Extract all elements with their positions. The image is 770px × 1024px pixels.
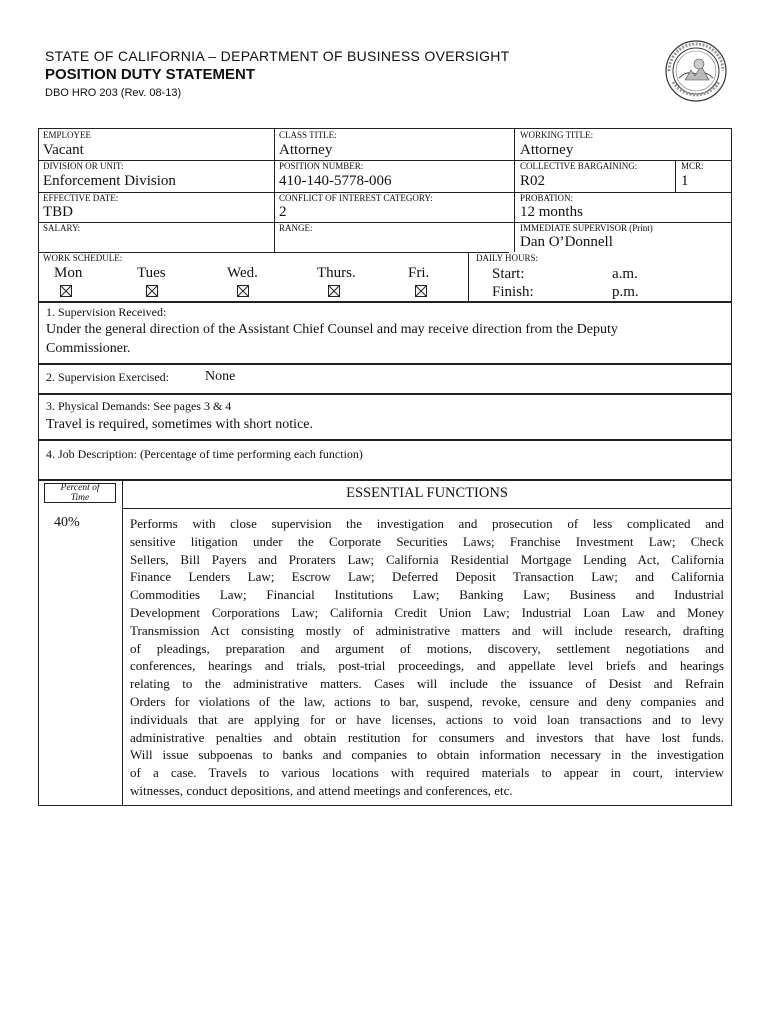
probation-value: 12 months (520, 204, 583, 220)
salary-label: SALARY: (43, 223, 81, 233)
conflict-label: CONFLICT OF INTEREST CATEGORY: (279, 193, 433, 203)
function-line: Finance Lenders Law; Escrow Law; Deferred Deposit Transaction Law; and California (130, 569, 724, 585)
function-line: Orders for violations of the law, actions to bar, suspend, revoke, censure and deny companies and (130, 693, 724, 709)
pm-label: p.m. (612, 284, 639, 300)
function-line: Will issue subpoenas to banks and companies to obtain information necessary in the investigation (130, 747, 724, 763)
percent-header-line-1: Percent of (60, 483, 100, 493)
daily-hours-label: DAILY HOURS: (476, 253, 539, 263)
document-title: POSITION DUTY STATEMENT (45, 66, 256, 83)
division-value: Enforcement Division (43, 173, 176, 189)
mcr-value: 1 (681, 173, 689, 189)
supervision-exercised-label: 2. Supervision Exercised: (46, 370, 169, 384)
function-description (130, 515, 724, 800)
function-line: Performs with close supervision the investigation and prosecution of less complicated and (130, 516, 724, 531)
conflict-value: 2 (279, 204, 287, 220)
employee-label: EMPLOYEE (43, 130, 91, 140)
wed-checkbox[interactable] (237, 285, 249, 297)
thurs-checkbox[interactable] (328, 285, 340, 297)
percent-header (44, 483, 116, 503)
function-line: conferences, hearings and trials, post-trial proceedings, and appellate level briefs and hearings (130, 658, 724, 674)
function-line: Commodities Law; Financial Institutions Law; Banking Law; Business and Industrial (130, 587, 724, 603)
mcr-label: MCR: (681, 161, 704, 171)
physical-demands-label: 3. Physical Demands: See pages 3 & 4 (46, 399, 232, 413)
employee-value: Vacant (43, 142, 84, 158)
state-seal-icon (665, 40, 727, 102)
supervisor-label: IMMEDIATE SUPERVISOR (Print) (520, 223, 653, 233)
am-label: a.m. (612, 266, 638, 282)
supervision-received-label: 1. Supervision Received: (46, 305, 167, 319)
day-mon: Mon (54, 265, 83, 281)
start-label: Start: (492, 266, 525, 282)
fri-checkbox[interactable] (415, 285, 427, 297)
function-line: Transmission Act consisting mostly of administrative matters and will include research, drafting (130, 622, 724, 638)
function-percent: 40% (54, 515, 80, 530)
function-line: Sellers, Bill Payers and Proraters Law; California Residential Mortgage Lending Act, California (130, 551, 724, 567)
position-number-value: 410-140-5778-006 (279, 173, 392, 189)
percent-header-line-2: Time (70, 493, 90, 503)
range-label: RANGE: (279, 223, 313, 233)
function-line: of pleadings, preparation and argument of motions, discovery, settlement negotiations and (130, 640, 724, 656)
probation-label: PROBATION: (520, 193, 574, 203)
function-line: administrative penalties and obtain restitution for consumers and investors that have lost funds. (130, 729, 724, 745)
effective-date-label: EFFECTIVE DATE: (43, 193, 119, 203)
supervisor-value: Dan O’Donnell (520, 234, 613, 250)
work-schedule-label: WORK SCHEDULE: (43, 253, 123, 263)
supervision-received-line-1: Under the general direction of the Assistant Chief Counsel and may receive direction from the Deputy (46, 322, 618, 337)
day-fri: Fri. (408, 265, 430, 281)
collective-bargaining-value: R02 (520, 173, 546, 189)
finish-label: Finish: (492, 284, 534, 300)
day-wed: Wed. (227, 265, 258, 281)
mon-checkbox[interactable] (60, 285, 72, 297)
effective-date-value: TBD (43, 204, 73, 220)
agency-heading: STATE OF CALIFORNIA – DEPARTMENT OF BUSINESS OVERSIGHT (45, 48, 510, 64)
function-line: witnesses, conduct depositions, and attend meetings and conferences, etc. (130, 782, 513, 798)
function-line: individuals that are applying for or have licenses, actions to void loan transactions and to levy (130, 711, 724, 727)
supervision-received-line-2: Commissioner. (46, 341, 131, 356)
job-description-label: 4. Job Description: (Percentage of time performing each function) (46, 447, 363, 461)
position-number-label: POSITION NUMBER: (279, 161, 364, 171)
working-title-value: Attorney (520, 142, 574, 158)
day-tues: Tues (137, 265, 166, 281)
function-line: sensitive litigation under the Corporate Securities Laws; Franchise Investment Law; Check (130, 533, 724, 549)
class-title-label: CLASS TITLE: (279, 130, 337, 140)
physical-demands-text: Travel is required, sometimes with short notice. (46, 417, 313, 432)
collective-bargaining-label: COLLECTIVE BARGAINING: (520, 161, 638, 171)
function-line: Development Corporations Law; California Credit Union Law; Industrial Loan Law and Money (130, 604, 724, 620)
class-title-value: Attorney (279, 142, 333, 158)
function-line: of a case. Travels to various locations with required materials to appear in court, interview (130, 765, 724, 781)
supervision-exercised-value: None (205, 369, 236, 384)
day-thurs: Thurs. (317, 265, 356, 281)
form-number: DBO HRO 203 (Rev. 08-13) (45, 87, 182, 99)
division-label: DIVISION OR UNIT: (43, 161, 124, 171)
working-title-label: WORKING TITLE: (520, 130, 594, 140)
tues-checkbox[interactable] (146, 285, 158, 297)
essential-functions-heading: ESSENTIAL FUNCTIONS (346, 485, 508, 501)
function-line: relating to the administrative matters. Cases will include the issuance of Desist and Refrain (130, 676, 724, 692)
